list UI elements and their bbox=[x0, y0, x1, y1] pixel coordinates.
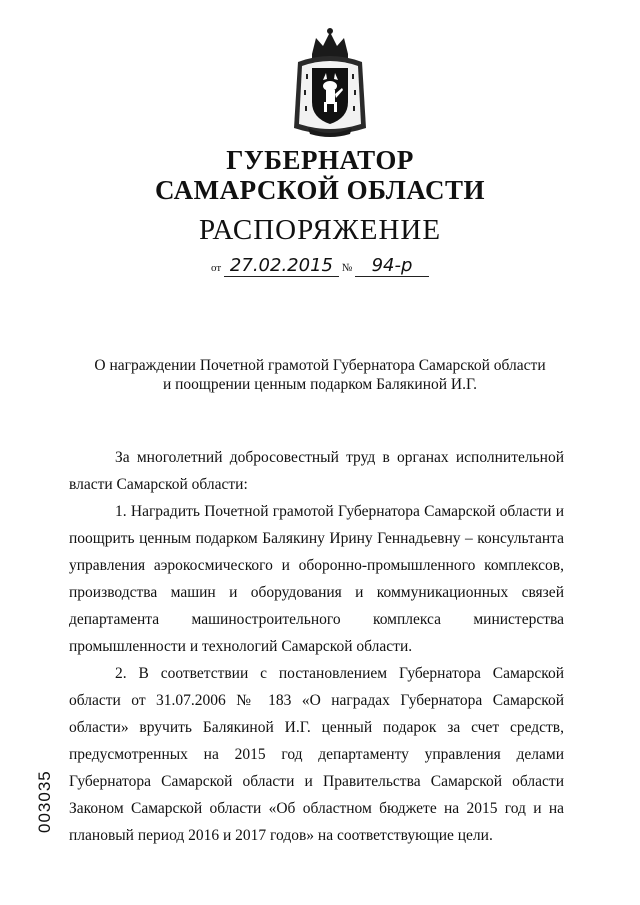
body-paragraph-1: 1. Наградить Почетной грамотой Губернатора Самарской области и поощрить ценным подарком Балякину Ирину Геннадьевну – консультанта управления аэрокосмического и оборонно-промышленного комплексов, производства машин и оборудования и коммуникационных связей департамента машиностроительного комплекса министерства промышленности и технологий Самарской области. bbox=[69, 503, 564, 655]
title-line-governor: ГУБЕРНАТОР bbox=[226, 145, 414, 175]
handwritten-number: 94-р bbox=[355, 256, 429, 277]
document-body bbox=[69, 444, 564, 849]
document-type: РАСПОРЯЖЕНИЕ bbox=[198, 214, 442, 246]
document-subject bbox=[0, 356, 640, 394]
registration-number: 003035 bbox=[35, 770, 54, 833]
handwritten-date: 27.02.2015 bbox=[224, 256, 339, 277]
body-paragraph-2: 2. В соответствии с постановлением Губернатора Самарской области от 31.07.2006 № 183 «О наградах Губернатора Самарской области» вручить Балякиной И.Г. ценный подарок за счет средств, предусмотренных на 2015 год департаменту управления делами Губернатора Самарской области и Правительства Самарской области Законом Самарской области «Об областном бюджете на 2015 год и на плановый период 2016 и 2017 годов» на соответствующие цели. bbox=[69, 665, 564, 844]
date-number-line bbox=[0, 256, 640, 278]
subject-line-2: и поощрении ценным подарком Балякиной И.Г. bbox=[162, 376, 478, 393]
title-line-region: САМАРСКОЙ ОБЛАСТИ bbox=[154, 175, 486, 205]
samara-coat-of-arms-icon bbox=[290, 28, 370, 140]
number-label: № bbox=[341, 262, 353, 274]
date-from-label: от bbox=[211, 262, 222, 274]
body-paragraph-intro: За многолетний добросовестный труд в органах исполнительной власти Самарской области: bbox=[69, 449, 564, 493]
subject-line-1: О награждении Почетной грамотой Губернатора Самарской области bbox=[94, 357, 546, 374]
